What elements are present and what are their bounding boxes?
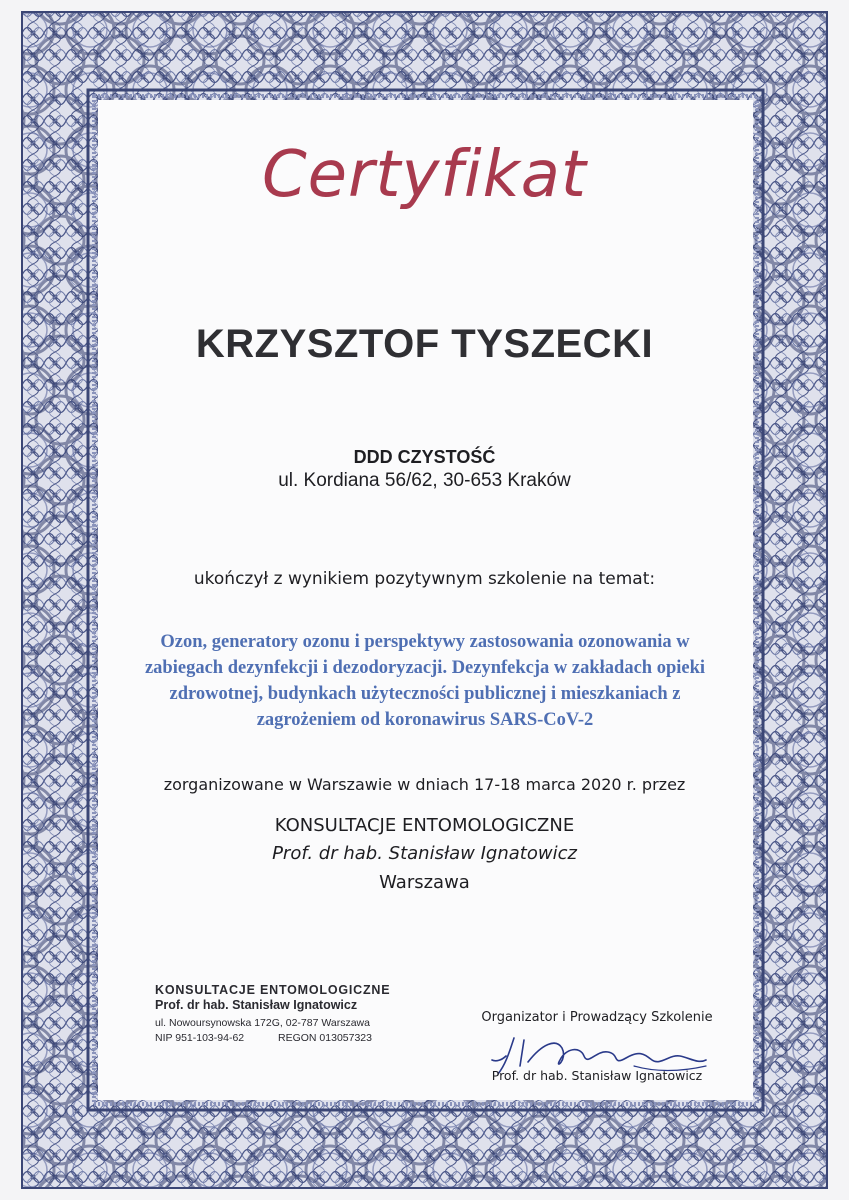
stamp-ids [155, 1031, 395, 1045]
completion-text: ukończył z wynikiem pozytywnym szkolenie na temat: [193, 569, 656, 589]
stamp-person: Prof. dr hab. Stanisław Ignatowicz [155, 998, 358, 1012]
signature-role: Organizator i Prowadzący Szkolenie [481, 1010, 713, 1025]
recipient-name: KRZYSZTOF TYSZECKI [195, 322, 654, 366]
organized-text: zorganizowane w Warszawie w dniach 17-18 marca 2020 r. przez [163, 775, 686, 794]
organizer-person: Prof. dr hab. Stanisław Ignatowicz [272, 843, 577, 864]
training-topic: Ozon, generatory ozonu i perspektywy zastosowania ozonowania w zabiegach dezynfekcji i dezodoryzacji. Dezynfekcja w zakładach opieki zdrowotnej, budynkach użyteczności publicznej i mieszkaniach z zagrożeniem od koronawirus SARS-CoV-2 [144, 632, 706, 730]
signature-block [472, 1010, 722, 1083]
company-address: ul. Kordiana 56/62, 30-653 Kraków [278, 470, 571, 491]
stamp-company: KONSULTACJE ENTOMOLOGICZNE [155, 983, 391, 997]
company-name: DDD CZYSTOŚĆ [353, 447, 496, 467]
stamp-address: ul. Nowoursynowska 172G, 02-787 Warszawa [155, 1017, 370, 1029]
organizer-city: Warszawa [379, 872, 470, 893]
organizer-name: KONSULTACJE ENTOMOLOGICZNE [274, 815, 575, 836]
signature-name: Prof. dr hab. Stanisław Ignatowicz [491, 1068, 703, 1083]
inner-panel [98, 100, 753, 1100]
stamp-nip: NIP 951-103-94-62 [155, 1032, 245, 1044]
certificate-title: Certyfikat [261, 138, 588, 212]
company-stamp [155, 983, 395, 1045]
stamp-regon: REGON 013057323 [278, 1032, 372, 1044]
